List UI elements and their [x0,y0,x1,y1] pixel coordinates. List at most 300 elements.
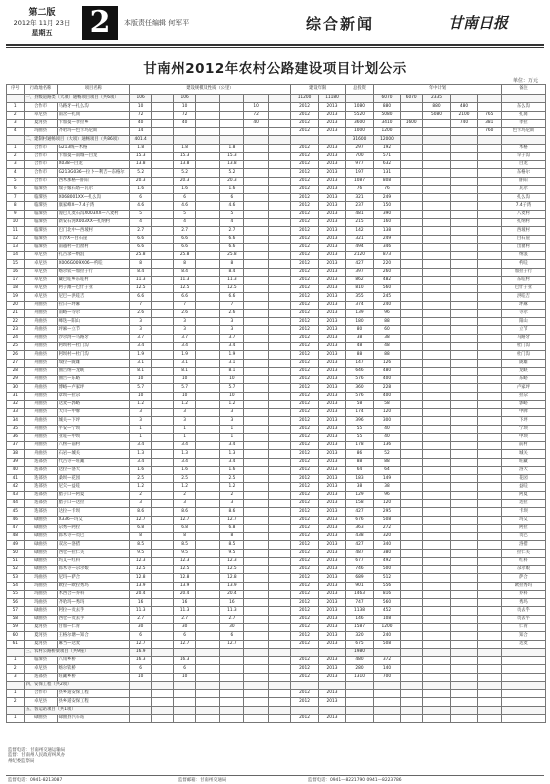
table-cell: 2012 [290,376,319,384]
table-cell [451,508,477,516]
table-cell: 3 [130,500,152,508]
table-cell: 喀尔钦桥 [57,665,130,673]
table-cell: 12 [7,235,25,243]
table-cell [451,268,477,276]
table-cell [477,433,501,441]
table-cell: 夏河县 [24,624,57,632]
table-cell: 阳山 [501,318,545,326]
table-cell [400,574,422,582]
table-row [7,524,546,532]
table-cell: 坪麻—立节 [57,326,130,334]
table-cell: 400 [374,392,400,400]
table-cell: 舟曲县 [24,376,57,384]
table-cell: 487 [345,549,374,557]
table-cell [400,425,422,433]
table-cell: 33 [7,409,25,417]
table-cell [152,681,174,689]
table-cell [268,318,290,326]
table-cell [196,681,220,689]
table-cell [422,359,451,367]
table-cell [400,202,422,210]
table-row [7,491,546,499]
table-cell: 12.7 [174,516,196,524]
table-cell [244,681,268,689]
table-cell: 2.7 [174,615,196,623]
table-cell [451,673,477,681]
table-cell: 碌曲县 [24,607,57,615]
table-cell: 东哇村 [501,276,545,284]
table-cell: 1 [7,690,25,698]
table-cell [152,714,174,722]
table-row [7,500,546,508]
table-cell [422,706,451,714]
table-cell: 5 [174,210,196,218]
table-cell: 96 [374,491,400,499]
table-cell: 6 [220,194,244,202]
table-cell: 5 [7,177,25,185]
table-cell [196,599,220,607]
table-cell [244,342,268,350]
table-row [7,541,546,549]
table-cell [268,615,290,623]
table-cell: 瑞拉—陇雄 [57,359,130,367]
table-cell [244,128,268,136]
table-cell [400,376,422,384]
table-cell: 2013 [319,491,345,499]
table-cell: 576 [345,376,374,384]
table-cell [477,409,501,417]
table-cell: 150 [374,202,400,210]
table-cell: 贡巴 [501,533,545,541]
table-cell: 2012 [290,260,319,268]
table-cell: 3 [174,500,196,508]
table-cell [345,714,374,722]
table-cell [400,624,422,632]
table-cell: 12.7 [130,640,152,648]
table-cell [400,210,422,218]
table-cell [477,714,501,722]
table-cell [268,607,290,615]
table-cell: 220 [374,260,400,268]
table-cell [319,136,345,144]
table-cell: 38 [7,450,25,458]
category-row [7,648,546,656]
table-cell [477,425,501,433]
table-row [7,665,546,673]
table-cell: 舟曲县 [24,334,57,342]
table-cell [451,301,477,309]
table-row [7,210,546,218]
table-cell [400,144,422,152]
table-cell: 2 [130,491,152,499]
table-cell: 2012 [290,169,319,177]
table-cell: 2013 [319,599,345,607]
table-cell: 玛曲县 [24,582,57,590]
table-cell [196,475,220,483]
table-cell: 2012 [290,657,319,665]
table-cell [196,367,220,375]
table-row [7,103,546,111]
table-cell [451,177,477,185]
table-cell [152,202,174,210]
table-cell: 2.6 [130,309,152,317]
table-cell [152,218,174,226]
table-row [7,409,546,417]
table-cell: 3 [130,409,152,417]
table-cell: 迭部县 [24,458,57,466]
table-cell: 迭部县 [24,508,57,516]
footer-email: 监督邮箱：甘南州交通局 [178,778,227,783]
table-cell [196,657,220,665]
table-cell: G213线—木格 [57,144,130,152]
table-cell [422,376,451,384]
table-cell [422,599,451,607]
table-cell [196,334,220,342]
table-cell: 19 [7,293,25,301]
table-cell [244,714,268,722]
table-cell [244,442,268,450]
table-cell [244,599,268,607]
table-cell [244,351,268,359]
table-cell: 2013 [319,384,345,392]
table-cell [400,309,422,317]
table-cell: 东么沟 [501,103,545,111]
table-cell: 8.6 [130,508,152,516]
table-cell: 3 [220,409,244,417]
table-cell: 2.6 [174,309,196,317]
table-cell [400,657,422,665]
table-cell [220,648,244,656]
table-cell [422,392,451,400]
table-cell [268,235,290,243]
table-cell: 2012 [290,309,319,317]
table-cell: 舟曲县 [24,309,57,317]
table-cell [422,582,451,590]
table-cell [196,177,220,185]
table-cell: 180 [345,318,374,326]
table-cell [196,508,220,516]
table-cell: 40 [174,119,196,127]
table-cell [422,260,451,268]
table-cell: 西木那格—卧阳 [57,177,130,185]
table-cell [422,458,451,466]
table-cell: 2012 [290,483,319,491]
table-cell [7,706,25,714]
table-cell: 2013 [319,367,345,375]
table-cell [477,648,501,656]
table-cell: 洛大 [501,466,545,474]
table-cell: 6 [130,665,152,673]
table-cell: 2012 [290,690,319,698]
table-cell: 346 [374,243,400,251]
table-cell: 3 [130,417,152,425]
table-cell: 676 [345,516,374,524]
table-cell [152,128,174,136]
table-cell: 11.3 [174,607,196,615]
table-cell [268,136,290,144]
table-cell: 11.3 [130,607,152,615]
table-cell: 12.7 [174,640,196,648]
table-cell: 碌曲县 [24,541,57,549]
table-row [7,227,546,235]
table-cell: 746 [345,566,374,574]
table-cell [152,293,174,301]
table-row [7,111,546,119]
table-cell [196,342,220,350]
table-cell: 139 [345,309,374,317]
table-cell: 合作市 [24,690,57,698]
table-cell: 873 [374,252,400,260]
table-cell: 8 [130,260,152,268]
table-cell: 扎古录—纳浪 [57,252,130,260]
table-cell: 马路牙 [501,334,545,342]
table-cell: 12.8 [174,574,196,582]
table-cell: 1.3 [220,450,244,458]
table-cell: 1 [7,657,25,665]
project-table [6,84,546,723]
table-cell [451,706,477,714]
table-cell: 3.7 [220,334,244,342]
table-cell: 6 [7,185,25,193]
table-cell [477,442,501,450]
table-cell [400,409,422,417]
table-cell [422,450,451,458]
table-cell: 8.6 [220,508,244,516]
table-cell [7,681,25,689]
table-cell: 20.3 [220,177,244,185]
table-cell: 96 [374,309,400,317]
table-cell: 40 [374,425,400,433]
table-cell [152,342,174,350]
table-cell: 1.2 [174,400,196,408]
table-cell: 2012 [290,425,319,433]
table-cell [477,524,501,532]
footer-phone: 监督电话：0941-8213087 [8,778,63,783]
table-cell [244,301,268,309]
table-cell: 合作市 [24,169,57,177]
table-row [7,433,546,441]
table-cell [477,252,501,260]
table-cell: 272 [374,524,400,532]
table-cell: 碌曲县 [24,714,57,722]
table-cell: 齐哈玛—色卡玛尼斯 [57,128,130,136]
table-cell: 2012 [290,640,319,648]
table-cell: 64 [374,466,400,474]
table-cell: 巴门北中—西坡村 [57,227,130,235]
table-cell: 1.3 [130,450,152,458]
table-cell: 早子沟 [501,152,545,160]
table-cell [374,690,400,698]
table-cell: 8 [220,260,244,268]
table-cell: 8.1 [174,367,196,375]
table-cell [130,698,152,706]
table-cell [477,657,501,665]
table-cell [152,326,174,334]
table-cell [268,698,290,706]
table-cell [451,384,477,392]
table-cell [174,698,196,706]
unit-label: 单位：万元 [512,78,538,84]
table-cell [268,599,290,607]
table-cell: 3 [7,673,25,681]
table-cell: 136 [374,442,400,450]
table-cell: 2012 [290,516,319,524]
table-cell [422,342,451,350]
table-cell [152,574,174,582]
table-cell [244,169,268,177]
table-cell: 140 [374,665,400,673]
table-cell: 舟曲县 [24,359,57,367]
table-cell: 40 [130,119,152,127]
table-cell [422,144,451,152]
table-cell [400,128,422,136]
table-cell: 碌曲县 [24,516,57,524]
table-cell: 34 [7,417,25,425]
table-row [7,607,546,615]
table-cell [268,458,290,466]
table-cell [477,632,501,640]
table-cell [244,218,268,226]
table-cell: 卓尼县 [24,252,57,260]
table-cell [400,665,422,673]
table-cell: 2013 [319,433,345,441]
table-cell: 卓尼县 [24,111,57,119]
table-cell [152,210,174,218]
table-cell [196,640,220,648]
table-cell [196,706,220,714]
table-cell [451,342,477,350]
table-cell [268,301,290,309]
table-cell [422,119,451,127]
table-cell: 12.5 [174,566,196,574]
table-cell [244,706,268,714]
table-cell [374,706,400,714]
table-cell: 215 [345,218,374,226]
table-cell [268,673,290,681]
table-cell [451,318,477,326]
table-cell: 西仓—拉仁关 [57,549,130,557]
table-cell: 1.8 [130,144,152,152]
table-cell: 临潭县 [24,657,57,665]
table-cell [400,285,422,293]
table-cell [422,714,451,722]
table-cell: 舟曲县 [24,409,57,417]
table-cell: 1.6 [130,185,152,193]
table-cell: 2012 [290,243,319,251]
table-cell: 2 [7,111,25,119]
table-cell [244,557,268,565]
table-cell: 木西合—乔科 [57,590,130,598]
table-cell [196,218,220,226]
table-row [7,640,546,648]
table-cell: 6070 [400,95,422,103]
table-cell: 2013 [319,342,345,350]
table-cell [451,376,477,384]
table-cell: 益哇 [501,483,545,491]
table-cell: 76 [374,185,400,193]
table-cell [268,566,290,574]
table-cell: 东峪 [501,376,545,384]
table-cell [196,566,220,574]
table-cell: 玛曲县 [24,590,57,598]
table-cell: 2013 [319,152,345,160]
table-cell: 2013 [319,549,345,557]
table-cell: 138 [374,227,400,235]
table-cell [451,218,477,226]
table-cell: X336—玛艾 [57,516,130,524]
table-cell: 贡去乎 [501,607,545,615]
table-cell [400,301,422,309]
table-cell: 6.8 [174,524,196,532]
table-cell [451,624,477,632]
table-cell: 481 [345,210,374,218]
table-row [7,458,546,466]
table-cell [244,293,268,301]
table-row [7,450,546,458]
table-cell: 57 [7,607,25,615]
table-cell [477,384,501,392]
table-cell: 石岩—城关 [57,450,130,458]
table-cell: 2.6 [220,309,244,317]
table-cell [220,136,244,144]
table-cell [400,640,422,648]
table-cell [152,276,174,284]
table-row [7,508,546,516]
table-row [7,714,546,722]
category-label: 一、县级道路类（大项）通畅项目项目（共6项） [24,95,130,103]
table-cell [400,351,422,359]
table-cell: 2013 [319,177,345,185]
table-cell: 8.6 [174,508,196,516]
table-cell: 52 [7,566,25,574]
table-cell [400,342,422,350]
table-row [7,194,546,202]
table-cell [477,574,501,582]
table-row [7,128,546,136]
table-cell [268,169,290,177]
table-cell: 632 [374,161,400,169]
table-cell: 西仓—贡去乎 [57,615,130,623]
table-cell: 达麦 [501,640,545,648]
table-cell [152,657,174,665]
table-cell: 南岔—扎岗 [57,111,130,119]
table-cell: 3.4 [220,442,244,450]
table-cell: 2012 [290,549,319,557]
table-cell: 1980 [345,648,374,656]
table-cell [196,392,220,400]
table-cell [400,632,422,640]
table-cell: 2.7 [130,615,152,623]
table-cell: 2.7 [130,227,152,235]
table-cell: 2013 [319,409,345,417]
table-cell [400,681,422,689]
table-cell [268,574,290,582]
table-cell [477,260,501,268]
table-cell: 2013 [319,169,345,177]
table-cell [451,152,477,160]
table-cell: 玛曲县 [24,128,57,136]
table-cell: 1 [130,433,152,441]
table-cell: 142 [345,227,374,235]
table-cell [268,202,290,210]
table-cell: 郭峪 [501,400,545,408]
table-cell [152,632,174,640]
table-cell: 2013 [319,516,345,524]
table-cell: 达拉—卡坝 [57,508,130,516]
group-header: 年中计划 [374,85,502,95]
table-cell: 2012 [290,276,319,284]
table-cell: 2013 [319,293,345,301]
